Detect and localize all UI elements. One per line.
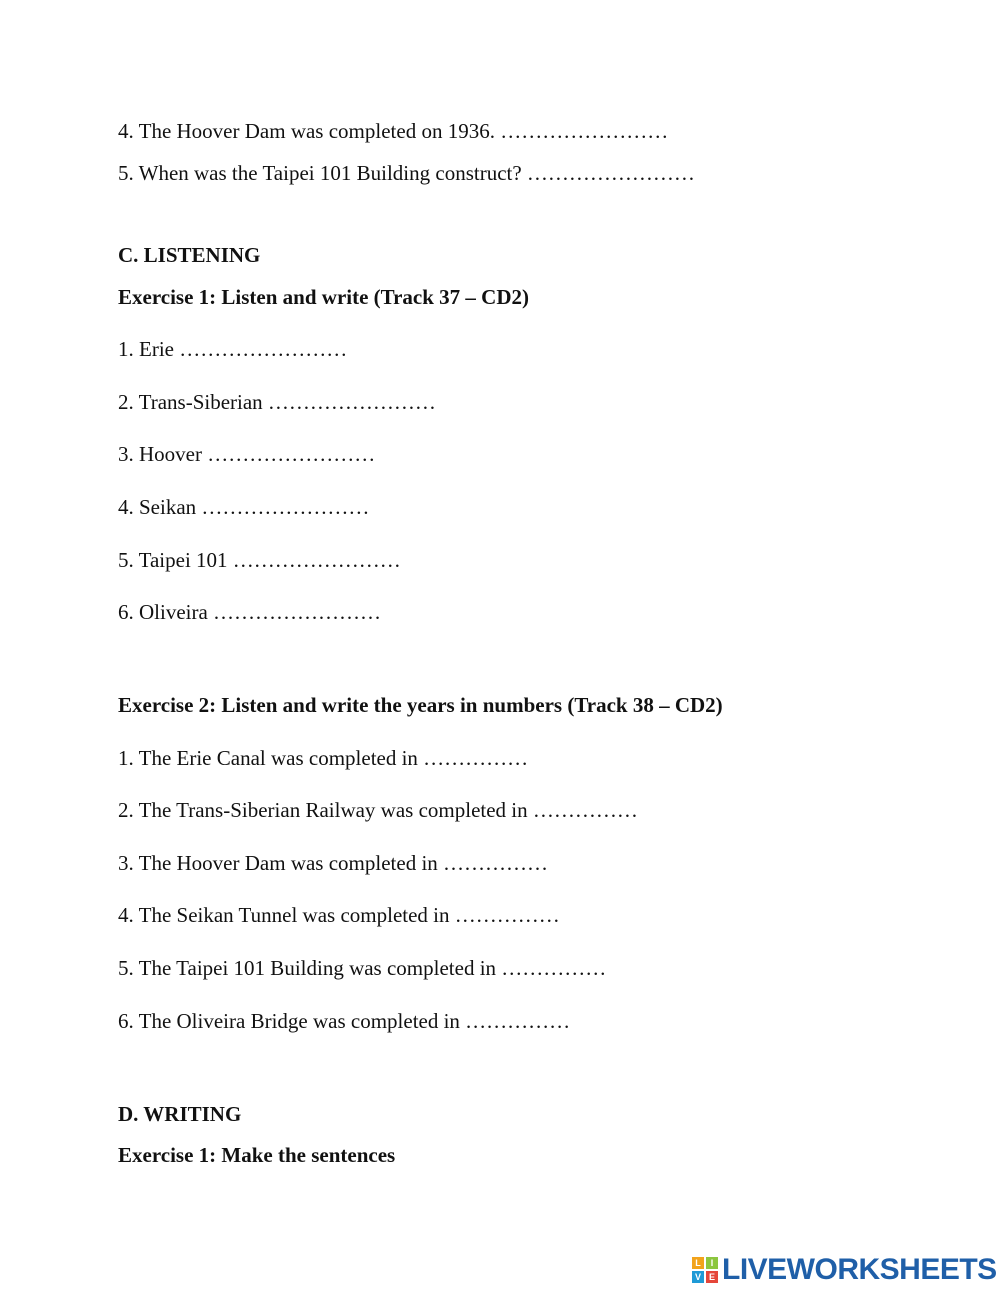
ex1-item-hoover[interactable]: 3. Hoover …………………… [118, 442, 376, 466]
section-heading-writing: D. WRITING [118, 1102, 242, 1126]
ex2-item-erie-canal[interactable]: 1. The Erie Canal was completed in …………… [118, 746, 529, 770]
ex1-item-seikan[interactable]: 4. Seikan …………………… [118, 495, 370, 519]
liveworksheets-logo [692, 1253, 997, 1287]
section-heading-listening: C. LISTENING [118, 243, 261, 267]
ex2-item-taipei-101-building[interactable]: 5. The Taipei 101 Building was completed in …………… [118, 956, 607, 980]
liveworksheets-mark-icon [692, 1257, 718, 1283]
ex1-item-erie[interactable]: 1. Erie …………………… [118, 337, 348, 361]
ex2-item-seikan-tunnel[interactable]: 4. The Seikan Tunnel was completed in …………… [118, 903, 560, 927]
ex1-item-taipei-101[interactable]: 5. Taipei 101 …………………… [118, 548, 401, 572]
exercise-2-title: Exercise 2: Listen and write the years in numbers (Track 38 – CD2) [118, 693, 723, 717]
reading-item-4: 4. The Hoover Dam was completed on 1936. …………………… [118, 119, 669, 143]
ex1-item-oliveira[interactable]: 6. Oliveira …………………… [118, 600, 382, 624]
reading-item-5: 5. When was the Taipei 101 Building construct? …………………… [118, 161, 695, 185]
logo-mark-letter: I [706, 1257, 718, 1269]
logo-text: LIVEWORKSHEETS [722, 1253, 997, 1286]
writing-exercise-1-title: Exercise 1: Make the sentences [118, 1143, 396, 1167]
ex2-item-trans-siberian-railway[interactable]: 2. The Trans-Siberian Railway was completed in …………… [118, 798, 638, 822]
ex1-item-trans-siberian[interactable]: 2. Trans-Siberian …………………… [118, 390, 436, 414]
logo-mark-letter: V [692, 1271, 704, 1283]
logo-mark-letter: E [706, 1271, 718, 1283]
ex2-item-oliveira-bridge[interactable]: 6. The Oliveira Bridge was completed in …………… [118, 1009, 571, 1033]
ex2-item-hoover-dam[interactable]: 3. The Hoover Dam was completed in …………… [118, 851, 549, 875]
exercise-1-title: Exercise 1: Listen and write (Track 37 – CD2) [118, 285, 529, 309]
logo-mark-letter: L [692, 1257, 704, 1269]
